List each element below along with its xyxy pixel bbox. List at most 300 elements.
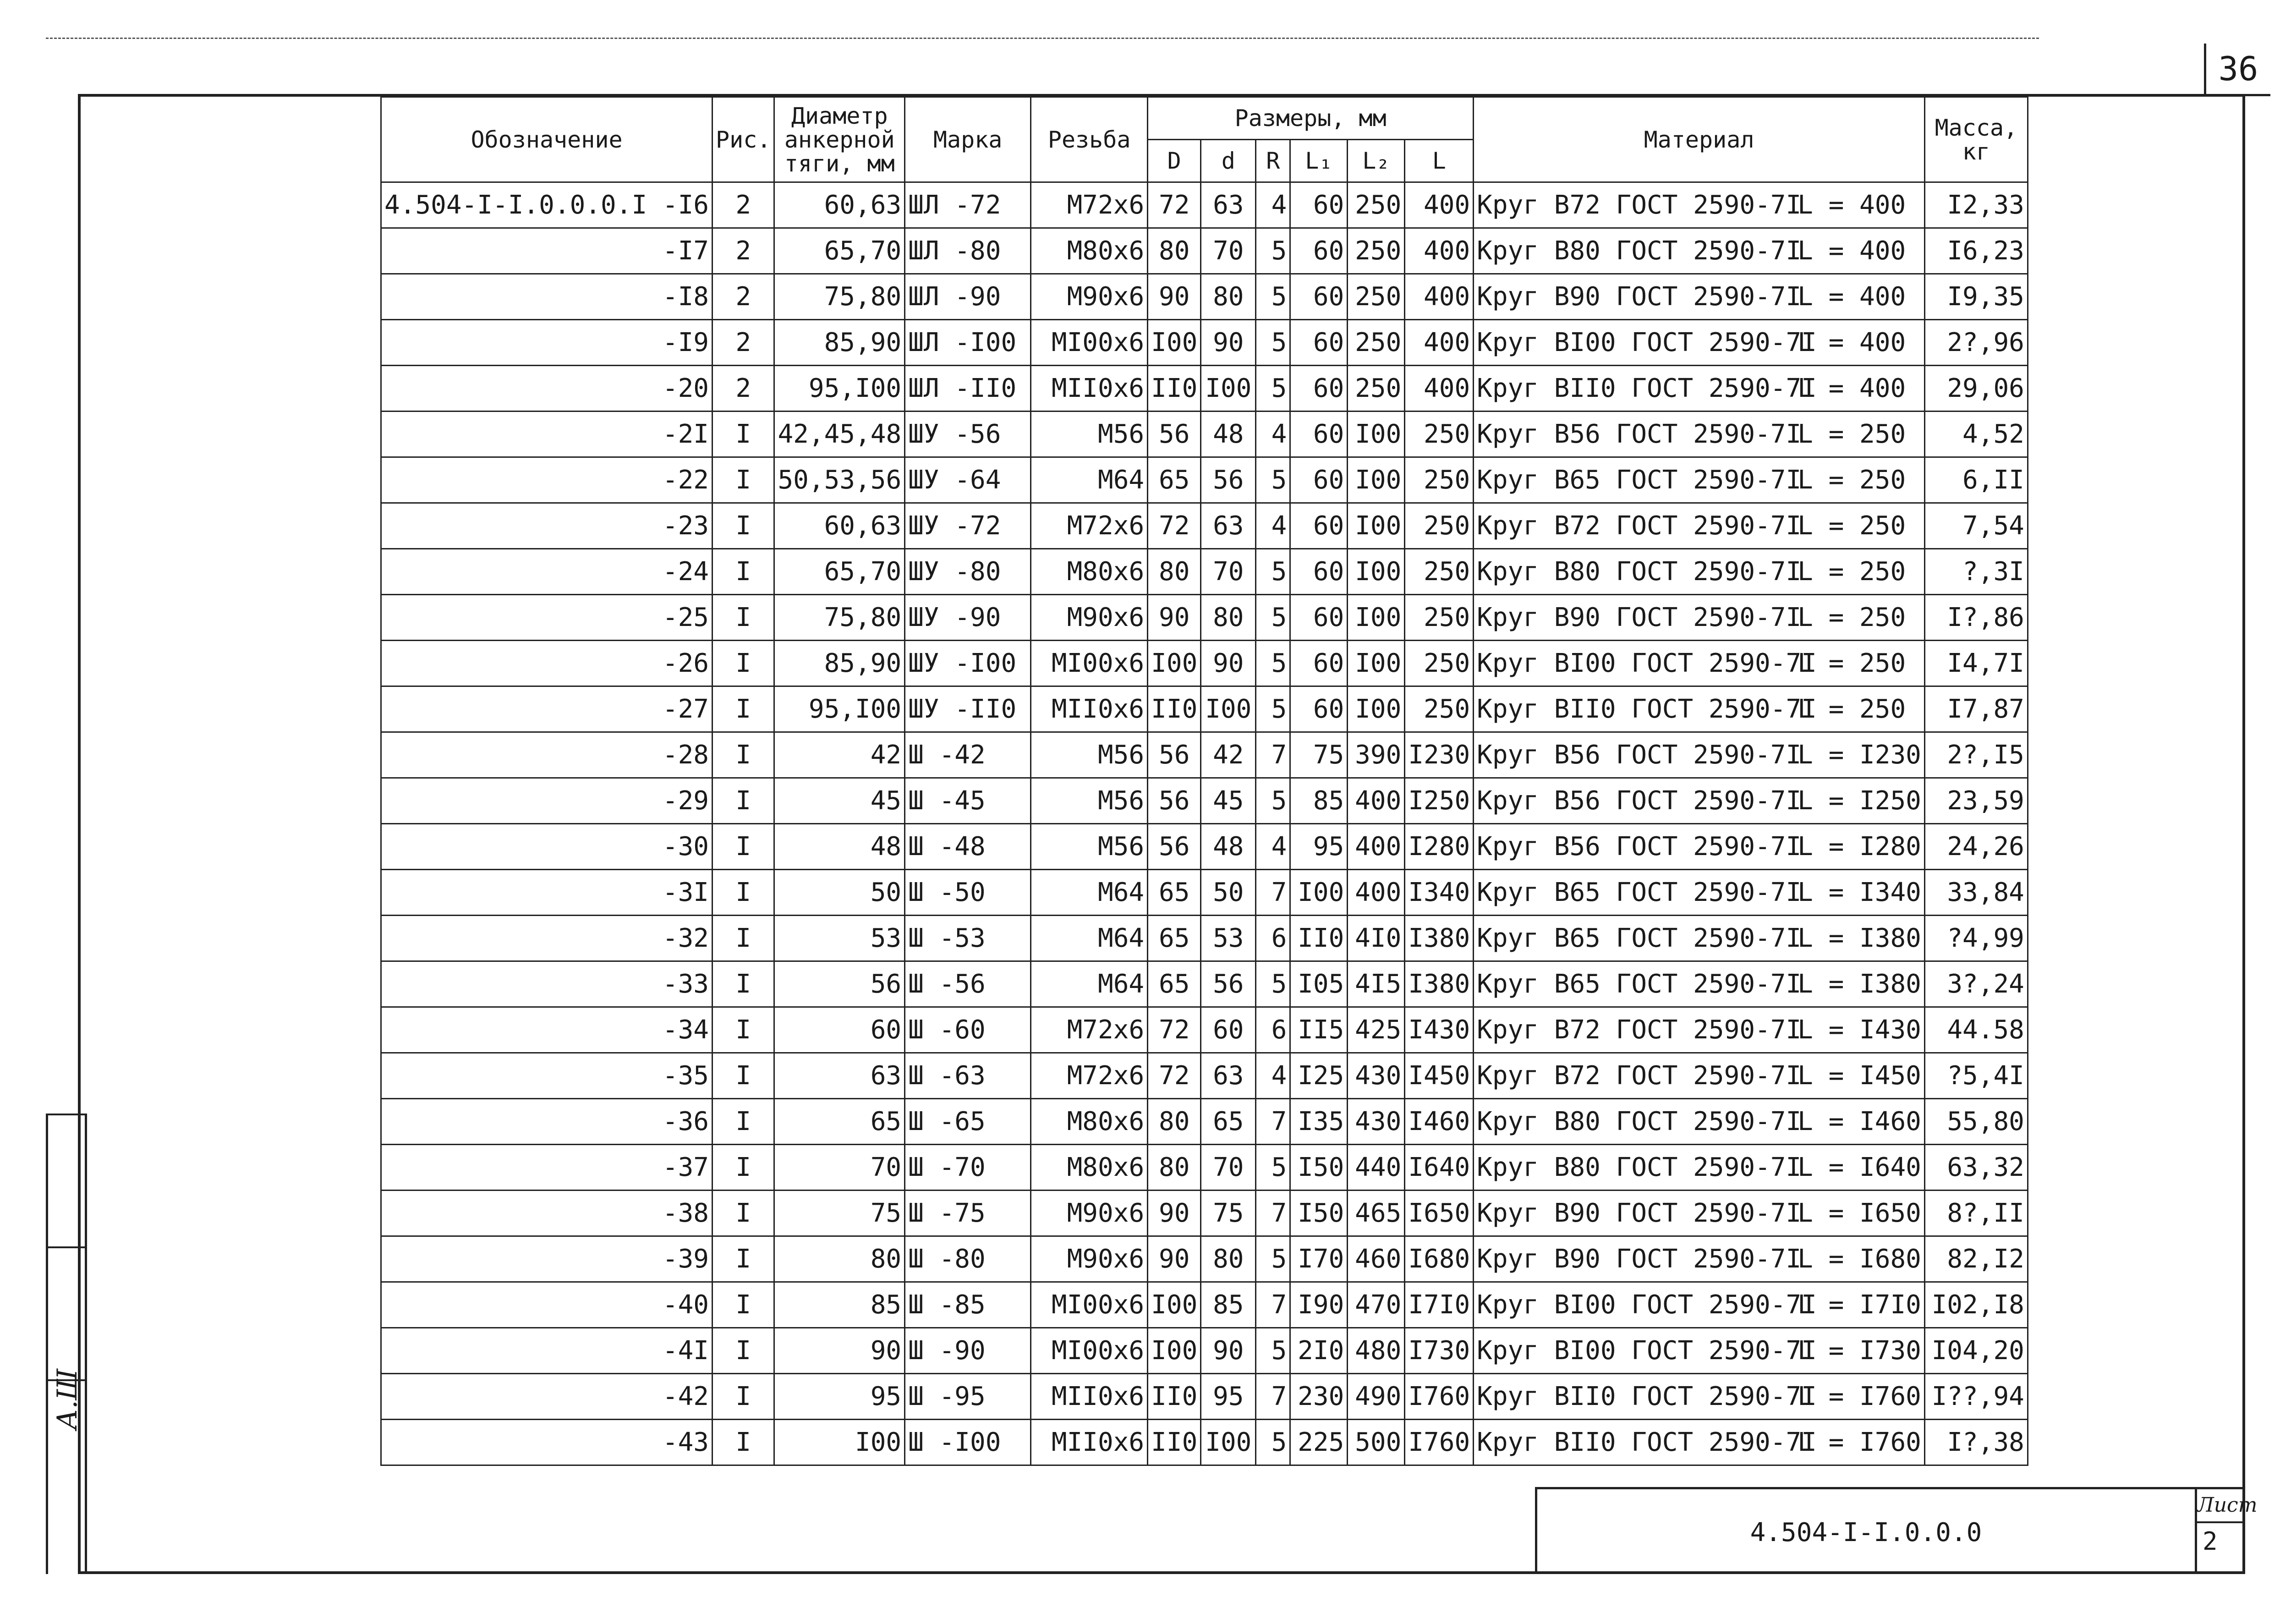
cell-r: 5 [1256,1328,1290,1374]
header-L2: L₂ [1348,140,1405,182]
cell-fig: I [713,1374,774,1420]
cell-r: 6 [1256,1007,1290,1053]
material-grade: Круг ВI00 ГОСТ 2590-7I [1477,1290,1817,1320]
cell-fig: I [713,595,774,641]
cell-thr: MII0x6 [1031,686,1148,732]
cell-l: 250 [1405,549,1474,595]
cell-fig: 2 [713,182,774,228]
cell-d: 50 [1201,870,1256,916]
header-mass-line-2: кг [1962,138,1990,165]
cell-mass: I9,35 [1924,274,2028,320]
cell-l: 250 [1405,595,1474,641]
cell-des: -37 [381,1145,713,1191]
cell-material [1474,549,1925,595]
cell-mass: 23,59 [1924,778,2028,824]
table-row [381,916,2028,961]
material-grade: Круг ВII0 ГОСТ 2590-7I [1477,694,1817,724]
cell-d: 70 [1201,549,1256,595]
sheet-label: Лист [2197,1489,2245,1523]
cell-l: I640 [1405,1145,1474,1191]
cell-l1: 60 [1290,457,1348,503]
material-grade: Круг В56 ГОСТ 2590-7I [1477,419,1802,449]
cell-l2: 470 [1348,1282,1405,1328]
cell-material [1474,228,1925,274]
cell-material [1474,457,1925,503]
cell-des: -32 [381,916,713,961]
cell-material [1474,778,1925,824]
table-row [381,1007,2028,1053]
cell-d: 56 [1148,732,1201,778]
material-grade: Круг В80 ГОСТ 2590-7I [1477,236,1802,266]
cell-d: 80 [1201,274,1256,320]
cell-fig: I [713,1420,774,1465]
cell-mark: Ш -75 [905,1191,1031,1236]
cell-material [1474,411,1925,457]
cell-des: -28 [381,732,713,778]
cell-thr: MI00x6 [1031,641,1148,686]
table-row [381,1282,2028,1328]
cell-material [1474,1191,1925,1236]
strip-divider [48,1246,85,1248]
cell-d: I00 [1201,1420,1256,1465]
cell-l: 250 [1405,411,1474,457]
material-grade: Круг В90 ГОСТ 2590-7I [1477,603,1802,632]
cell-l2: 250 [1348,228,1405,274]
cell-material [1474,961,1925,1007]
cell-mark: Ш -70 [905,1145,1031,1191]
cell-mark: ШЛ -I00 [905,320,1031,366]
cell-d: 72 [1148,1007,1201,1053]
cell-d: 90 [1148,1236,1201,1282]
header-d: d [1201,140,1256,182]
table-row [381,503,2028,549]
cell-l2: I00 [1348,549,1405,595]
cell-d: 90 [1148,1191,1201,1236]
header-mass [1924,97,2028,182]
cell-fig: I [713,732,774,778]
cell-material [1474,1145,1925,1191]
header-material: Материал [1474,97,1925,182]
cell-l1: 60 [1290,503,1348,549]
cell-l: 250 [1405,457,1474,503]
cell-fig: I [713,778,774,824]
cell-l1: I05 [1290,961,1348,1007]
cell-des: -27 [381,686,713,732]
cell-l2: 4I0 [1348,916,1405,961]
header-D: D [1148,140,1201,182]
cell-mass: 24,26 [1924,824,2028,870]
cell-r: 5 [1256,228,1290,274]
cell-r: 5 [1256,1420,1290,1465]
cell-thr: M80x6 [1031,1099,1148,1145]
cell-d: I00 [1148,1282,1201,1328]
cell-d: 80 [1148,549,1201,595]
material-grade: Круг В56 ГОСТ 2590-7I [1477,740,1802,770]
header-mass-line-1: Масса, [1935,114,2018,141]
table-row [381,641,2028,686]
cell-thr: M64 [1031,961,1148,1007]
cell-l2: 460 [1348,1236,1405,1282]
cell-des: -I8 [381,274,713,320]
cell-d: 65 [1148,916,1201,961]
cell-l: I380 [1405,916,1474,961]
cell-l1: I00 [1290,870,1348,916]
cell-d: 56 [1148,778,1201,824]
cell-dia: 65,70 [774,228,905,274]
header-mark: Марка [905,97,1031,182]
cell-l1: II0 [1290,916,1348,961]
cell-l1: I90 [1290,1282,1348,1328]
cell-dia: 85,90 [774,641,905,686]
cell-r: 6 [1256,916,1290,961]
cell-r: 7 [1256,732,1290,778]
specification-table [380,96,2028,1466]
cell-dia: 70 [774,1145,905,1191]
cell-material [1474,274,1925,320]
cell-mass: I4,7I [1924,641,2028,686]
cell-l1: 2I0 [1290,1328,1348,1374]
header-figure: Рис. [713,97,774,182]
material-length: L = I730 [1798,1336,1921,1366]
cell-dia: 75 [774,1191,905,1236]
cell-l1: 60 [1290,641,1348,686]
cell-mark: Ш -53 [905,916,1031,961]
cell-mass: I6,23 [1924,228,2028,274]
cell-d: I00 [1148,320,1201,366]
material-grade: Круг В65 ГОСТ 2590-7I [1477,923,1802,953]
cell-l: 400 [1405,182,1474,228]
cell-mark: ШУ -II0 [905,686,1031,732]
cell-l2: 490 [1348,1374,1405,1420]
cell-dia: 95 [774,1374,905,1420]
cell-mark: Ш -90 [905,1328,1031,1374]
cell-r: 5 [1256,961,1290,1007]
cell-l2: I00 [1348,457,1405,503]
material-length: L = I680 [1798,1244,1921,1274]
cell-thr: MI00x6 [1031,1328,1148,1374]
cell-fig: 2 [713,274,774,320]
cell-mark: ШУ -64 [905,457,1031,503]
cell-l1: 230 [1290,1374,1348,1420]
material-grade: Круг В90 ГОСТ 2590-7I [1477,1198,1802,1228]
material-grade: Круг В65 ГОСТ 2590-7I [1477,969,1802,999]
signature: А.Ш [51,1369,83,1430]
cell-des: -36 [381,1099,713,1145]
cell-d: II0 [1148,366,1201,411]
cell-d: 70 [1201,1145,1256,1191]
material-grade: Круг В72 ГОСТ 2590-7I [1477,1061,1802,1091]
cell-mass: 55,80 [1924,1099,2028,1145]
cell-l1: I50 [1290,1145,1348,1191]
page-number: 36 [2204,44,2270,96]
material-length: L = I430 [1798,1015,1921,1045]
cell-d: 65 [1148,457,1201,503]
cell-d: 42 [1201,732,1256,778]
cell-l: I760 [1405,1420,1474,1465]
cell-l2: 465 [1348,1191,1405,1236]
cell-d: 80 [1148,1145,1201,1191]
cell-l2: 4I5 [1348,961,1405,1007]
cell-d: 45 [1201,778,1256,824]
cell-d: 80 [1148,1099,1201,1145]
cell-des: -4I [381,1328,713,1374]
cell-fig: I [713,1328,774,1374]
cell-fig: I [713,1191,774,1236]
cell-material [1474,595,1925,641]
cell-mass: 2?,I5 [1924,732,2028,778]
cell-material [1474,732,1925,778]
material-length: L = 400 [1798,373,1906,403]
material-grade: Круг В80 ГОСТ 2590-7I [1477,1152,1802,1182]
cell-fig: 2 [713,366,774,411]
cell-thr: M90x6 [1031,595,1148,641]
cell-fig: I [713,916,774,961]
header-sizes: Размеры, мм [1148,97,1474,140]
cell-material [1474,182,1925,228]
cell-l: I280 [1405,824,1474,870]
cell-mark: Ш -56 [905,961,1031,1007]
table-row [381,228,2028,274]
material-length: L = I380 [1798,969,1921,999]
cell-dia: 48 [774,824,905,870]
cell-d: I00 [1148,1328,1201,1374]
cell-l1: 60 [1290,549,1348,595]
cell-l: 250 [1405,641,1474,686]
cell-d: II0 [1148,1420,1201,1465]
cell-thr: MII0x6 [1031,1420,1148,1465]
material-grade: Круг В80 ГОСТ 2590-7I [1477,557,1802,587]
table-row [381,1236,2028,1282]
table-row [381,778,2028,824]
material-length: L = I380 [1798,923,1921,953]
cell-des: -24 [381,549,713,595]
cell-l2: 400 [1348,778,1405,824]
cell-l: I760 [1405,1374,1474,1420]
cell-mark: ШУ -72 [905,503,1031,549]
cell-d: 72 [1148,1053,1201,1099]
cell-d: 72 [1148,503,1201,549]
cell-mass: 2?,96 [1924,320,2028,366]
cell-r: 5 [1256,778,1290,824]
cell-d: 90 [1201,320,1256,366]
cell-l1: I50 [1290,1191,1348,1236]
cell-des: -25 [381,595,713,641]
cell-des: 4.504-I-I.0.0.0.I -I6 [381,182,713,228]
cell-l: 250 [1405,686,1474,732]
cell-d: 56 [1201,961,1256,1007]
cell-d: 65 [1148,870,1201,916]
cell-dia: 60 [774,1007,905,1053]
cell-dia: 90 [774,1328,905,1374]
cell-r: 4 [1256,1053,1290,1099]
cell-d: 80 [1148,228,1201,274]
cell-mark: Ш -95 [905,1374,1031,1420]
cell-des: -40 [381,1282,713,1328]
cell-material [1474,870,1925,916]
cell-l2: 425 [1348,1007,1405,1053]
header-thread: Резьба [1031,97,1148,182]
cell-r: 5 [1256,641,1290,686]
cell-r: 7 [1256,1191,1290,1236]
cell-dia: 85 [774,1282,905,1328]
cell-thr: M56 [1031,824,1148,870]
cell-thr: M80x6 [1031,1145,1148,1191]
cell-mass: I2,33 [1924,182,2028,228]
material-grade: Круг В90 ГОСТ 2590-7I [1477,282,1802,312]
cell-material [1474,824,1925,870]
cell-dia: 42 [774,732,905,778]
cell-l1: 60 [1290,182,1348,228]
cell-r: 5 [1256,366,1290,411]
cell-fig: I [713,686,774,732]
cell-mark: Ш -50 [905,870,1031,916]
cell-material [1474,1053,1925,1099]
cell-material [1474,1374,1925,1420]
material-grade: Круг В65 ГОСТ 2590-7I [1477,878,1802,907]
cell-fig: I [713,641,774,686]
cell-mass: ?4,99 [1924,916,2028,961]
cell-r: 5 [1256,1145,1290,1191]
cell-fig: I [713,549,774,595]
cell-des: -2I [381,411,713,457]
cell-des: -23 [381,503,713,549]
cell-fig: I [713,503,774,549]
material-grade: Круг В80 ГОСТ 2590-7I [1477,1107,1802,1136]
cell-fig: I [713,1282,774,1328]
cell-thr: M72x6 [1031,1053,1148,1099]
cell-l2: 250 [1348,320,1405,366]
cell-material [1474,1282,1925,1328]
cell-mark: Ш -45 [905,778,1031,824]
cell-l2: 500 [1348,1420,1405,1465]
table-row [381,686,2028,732]
material-length: L = I760 [1798,1427,1921,1457]
material-length: L = 400 [1798,282,1906,312]
table-row [381,961,2028,1007]
cell-r: 7 [1256,1099,1290,1145]
cell-mark: Ш -42 [905,732,1031,778]
cell-d: 56 [1148,824,1201,870]
material-length: L = I7I0 [1798,1290,1921,1320]
table-row [381,411,2028,457]
cell-des: -20 [381,366,713,411]
cell-r: 7 [1256,870,1290,916]
material-grade: Круг ВI00 ГОСТ 2590-7I [1477,1336,1817,1366]
cell-dia: 80 [774,1236,905,1282]
cell-r: 5 [1256,457,1290,503]
cell-mass: 6,II [1924,457,2028,503]
cell-thr: M72x6 [1031,503,1148,549]
strip-divider [48,1114,85,1115]
cell-r: 7 [1256,1282,1290,1328]
cell-l: 400 [1405,274,1474,320]
table-row [381,1053,2028,1099]
cell-mass: 8?,II [1924,1191,2028,1236]
cell-r: 5 [1256,1236,1290,1282]
cell-mass: 33,84 [1924,870,2028,916]
cell-des: -42 [381,1374,713,1420]
cell-r: 5 [1256,274,1290,320]
table-row [381,1099,2028,1145]
cell-l2: 390 [1348,732,1405,778]
header-diameter [774,97,905,182]
cell-l: I340 [1405,870,1474,916]
cell-l: 250 [1405,503,1474,549]
cell-d: I00 [1201,366,1256,411]
cell-d: 63 [1201,1053,1256,1099]
cell-dia: 60,63 [774,503,905,549]
table-row [381,732,2028,778]
cell-d: 65 [1148,961,1201,1007]
cell-des: -43 [381,1420,713,1465]
cell-material [1474,503,1925,549]
material-grade: Круг В56 ГОСТ 2590-7I [1477,786,1802,816]
material-grade: Круг В65 ГОСТ 2590-7I [1477,465,1802,495]
cell-r: 5 [1256,686,1290,732]
material-length: L = 250 [1798,557,1906,587]
cell-thr: M56 [1031,778,1148,824]
cell-fig: I [713,1236,774,1282]
cell-mark: ШУ -90 [905,595,1031,641]
material-length: L = I650 [1798,1198,1921,1228]
cell-l1: I70 [1290,1236,1348,1282]
cell-fig: I [713,870,774,916]
cell-l1: 60 [1290,320,1348,366]
cell-d: 95 [1201,1374,1256,1420]
table-row [381,320,2028,366]
cell-d: 70 [1201,228,1256,274]
cell-thr: M80x6 [1031,228,1148,274]
cell-thr: MI00x6 [1031,320,1148,366]
cell-r: 7 [1256,1374,1290,1420]
cell-dia: 95,I00 [774,686,905,732]
cell-r: 5 [1256,595,1290,641]
material-length: L = I760 [1798,1382,1921,1411]
cell-d: II0 [1148,686,1201,732]
header-diameter-line-2: анкерной [784,126,895,153]
material-length: L = 250 [1798,465,1906,495]
material-grade: Круг В72 ГОСТ 2590-7I [1477,190,1802,220]
cell-material [1474,1007,1925,1053]
table-row [381,1191,2028,1236]
cell-des: -34 [381,1007,713,1053]
table-row [381,366,2028,411]
cell-thr: M90x6 [1031,274,1148,320]
cell-d: 90 [1148,595,1201,641]
cell-l1: 60 [1290,595,1348,641]
cell-thr: M56 [1031,411,1148,457]
cell-material [1474,366,1925,411]
cell-mass: ?,3I [1924,549,2028,595]
material-grade: Круг В72 ГОСТ 2590-7I [1477,511,1802,541]
cell-d: 48 [1201,824,1256,870]
cell-l: I680 [1405,1236,1474,1282]
cell-dia: 63 [774,1053,905,1099]
table-row [381,1374,2028,1420]
left-signature-strip [46,1114,87,1574]
cell-l1: 60 [1290,686,1348,732]
cell-l1: 85 [1290,778,1348,824]
cell-l2: 430 [1348,1053,1405,1099]
cell-des: -26 [381,641,713,686]
cell-d: 65 [1201,1099,1256,1145]
cell-l: I450 [1405,1053,1474,1099]
material-length: L = I640 [1798,1152,1921,1182]
cell-thr: M64 [1031,457,1148,503]
cell-thr: M90x6 [1031,1236,1148,1282]
cell-material [1474,916,1925,961]
cell-mass: 63,32 [1924,1145,2028,1191]
